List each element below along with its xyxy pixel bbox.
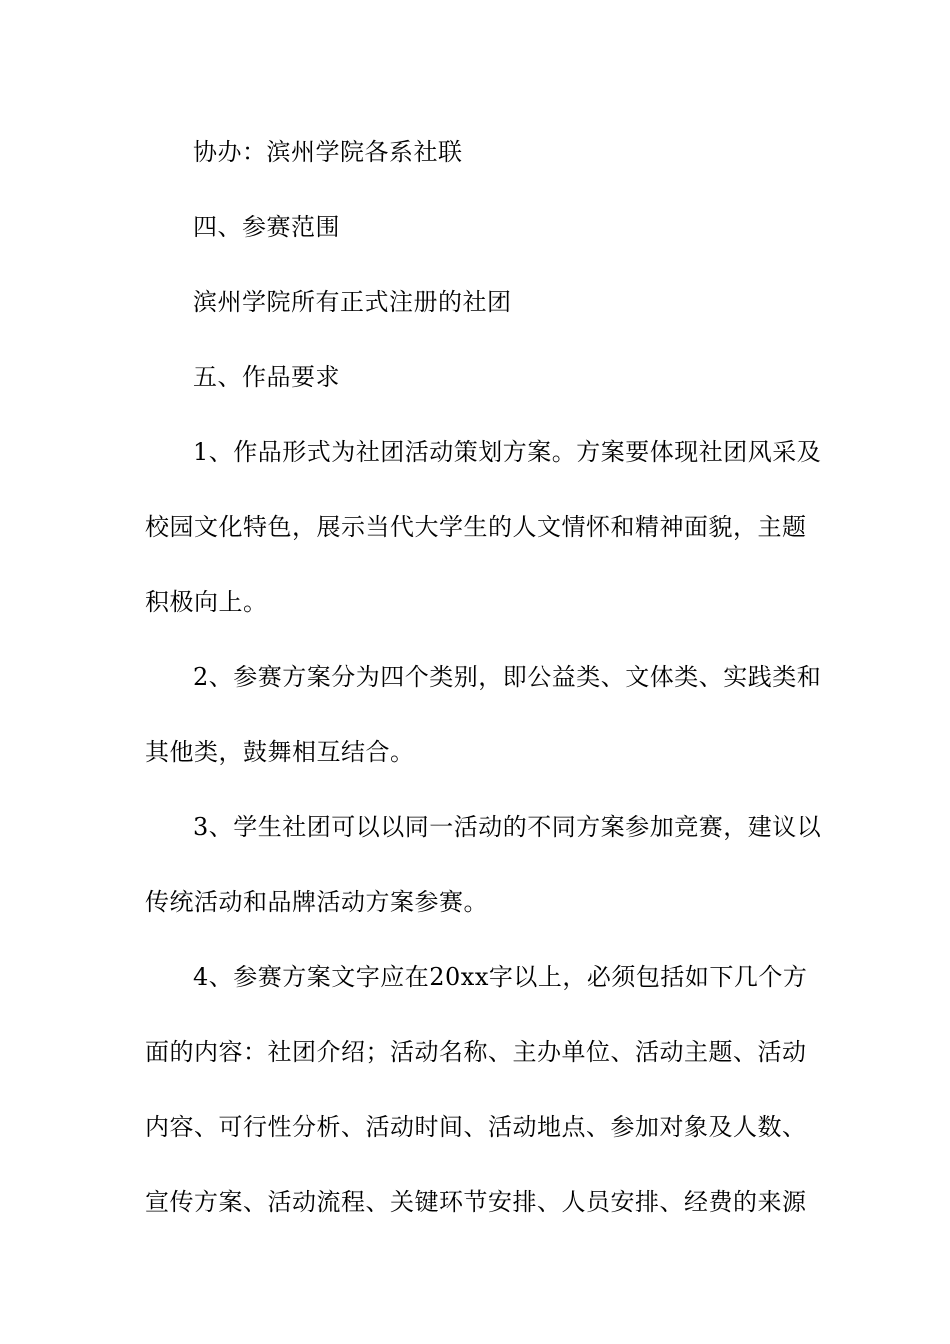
heading-section-4: 四、参赛范围 <box>193 213 340 241</box>
paragraph-req-4-line-4: 宣传方案、活动流程、关键环节安排、人员安排、经费的来源 <box>145 1188 807 1216</box>
paragraph-req-2-line-1: 2、参赛方案分为四个类别，即公益类、文体类、实践类和 <box>193 663 822 691</box>
paragraph-co-organizer: 协办：滨州学院各系社联 <box>193 138 463 166</box>
paragraph-req-2-line-2: 其他类，鼓舞相互结合。 <box>145 738 415 766</box>
paragraph-req-1-line-1: 1、作品形式为社团活动策划方案。方案要体现社团风采及 <box>193 438 822 466</box>
paragraph-req-3-line-1: 3、学生社团可以以同一活动的不同方案参加竞赛，建议以 <box>193 813 822 841</box>
paragraph-req-4-line-2: 面的内容：社团介绍；活动名称、主办单位、活动主题、活动 <box>145 1038 807 1066</box>
paragraph-scope: 滨州学院所有正式注册的社团 <box>193 288 512 316</box>
heading-section-5: 五、作品要求 <box>193 363 340 391</box>
paragraph-req-1-line-3: 积极向上。 <box>145 588 268 616</box>
paragraph-req-4-line-1: 4、参赛方案文字应在20xx字以上，必须包括如下几个方 <box>193 963 808 991</box>
paragraph-req-3-line-2: 传统活动和品牌活动方案参赛。 <box>145 888 488 916</box>
paragraph-req-1-line-2: 校园文化特色，展示当代大学生的人文情怀和精神面貌，主题 <box>145 513 807 541</box>
paragraph-req-4-line-3: 内容、可行性分析、活动时间、活动地点、参加对象及人数、 <box>145 1113 807 1141</box>
